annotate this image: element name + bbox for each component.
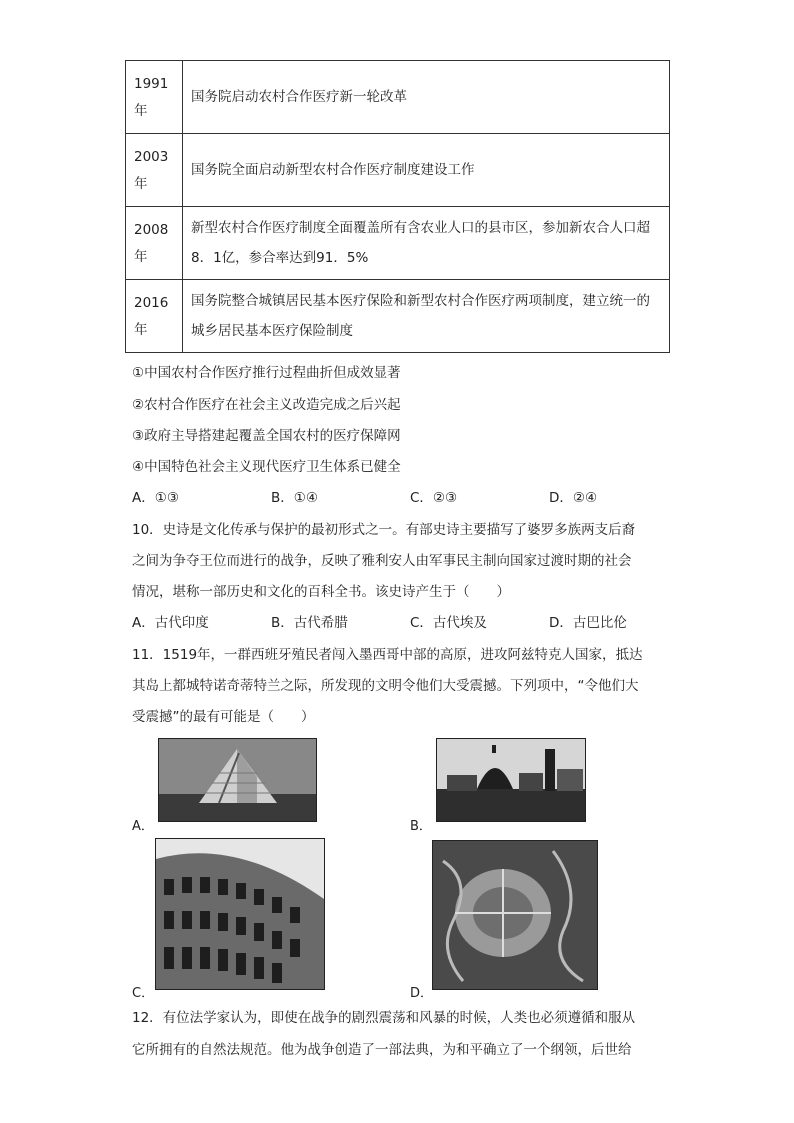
figure-label-c[interactable]: C． xyxy=(132,986,155,1001)
cathedral-skyline-photo[interactable] xyxy=(436,738,586,822)
q10-option-d[interactable]: D．古巴比伦 xyxy=(549,615,627,631)
event-cell: 国务院全面启动新型农村合作医疗制度建设工作 xyxy=(183,134,670,207)
island-city-map[interactable] xyxy=(432,840,598,990)
q10-option-b[interactable]: B．古代希腊 xyxy=(271,615,348,631)
q10-text-line: 之间为争夺王位而进行的战争，反映了雅利安人由军事民主制向国家过渡时期的社会 xyxy=(132,553,632,569)
table-row xyxy=(126,134,670,207)
colosseum-photo[interactable] xyxy=(155,838,325,990)
figure-label-b[interactable]: B． xyxy=(410,819,432,834)
q11-text-line: 其岛上都城特诺奇蒂特兰之际，所发现的文明令他们大受震撼。下列项中，“令他们大 xyxy=(132,678,639,694)
q9-option-d[interactable]: D．②④ xyxy=(549,490,598,506)
table-row xyxy=(126,280,670,353)
q9-option-c[interactable]: C．②③ xyxy=(410,490,458,506)
q9-option-b[interactable]: B．①④ xyxy=(271,490,318,506)
statement-4: ④中国特色社会主义现代医疗卫生体系已健全 xyxy=(132,459,401,475)
table-row xyxy=(126,207,670,280)
q12-text-line: 12．有位法学家认为，即使在战争的剧烈震荡和风暴的时候，人类也必须遵循和服从 xyxy=(132,1010,636,1026)
year-cell: 2003年 xyxy=(126,134,183,207)
q10-text-line: 情况，堪称一部历史和文化的百科全书。该史诗产生于（ ） xyxy=(132,584,510,600)
figure-label-a[interactable]: A． xyxy=(132,819,154,834)
q10-option-c[interactable]: C．古代埃及 xyxy=(410,615,487,631)
q12-text-line: 它所拥有的自然法规范。他为战争创造了一部法典，为和平确立了一个纲领，后世给 xyxy=(132,1042,632,1058)
q11-text-line: 11．1519年，一群西班牙殖民者闯入墨西哥中部的高原，进攻阿兹特克人国家，抵达 xyxy=(132,647,643,663)
year-cell: 2008年 xyxy=(126,207,183,280)
table-row xyxy=(126,61,670,134)
q10-text-line: 10．史诗是文化传承与保护的最初形式之一。有部史诗主要描写了婆罗多族两支后裔 xyxy=(132,522,636,538)
event-cell: 新型农村合作医疗制度全面覆盖所有含农业人口的县市区，参加新农合人口超8．1亿，参合率达到91．5% xyxy=(183,207,670,280)
pyramid-photo[interactable] xyxy=(158,738,317,822)
history-table xyxy=(125,60,670,353)
q10-option-a[interactable]: A．古代印度 xyxy=(132,615,209,631)
statement-1: ①中国农村合作医疗推行过程曲折但成效显著 xyxy=(132,365,401,381)
event-cell: 国务院整合城镇居民基本医疗保险和新型农村合作医疗两项制度，建立统一的城乡居民基本医疗保险制度 xyxy=(183,280,670,353)
q11-text-line: 受震撼”的最有可能是（ ） xyxy=(132,709,315,725)
statement-2: ②农村合作医疗在社会主义改造完成之后兴起 xyxy=(132,397,401,413)
statement-3: ③政府主导搭建起覆盖全国农村的医疗保障网 xyxy=(132,428,401,444)
q9-option-a[interactable]: A．①③ xyxy=(132,490,179,506)
event-cell: 国务院启动农村合作医疗新一轮改革 xyxy=(183,61,670,134)
figure-label-d[interactable]: D． xyxy=(410,986,434,1001)
year-cell: 2016年 xyxy=(126,280,183,353)
year-cell: 1991年 xyxy=(126,61,183,134)
